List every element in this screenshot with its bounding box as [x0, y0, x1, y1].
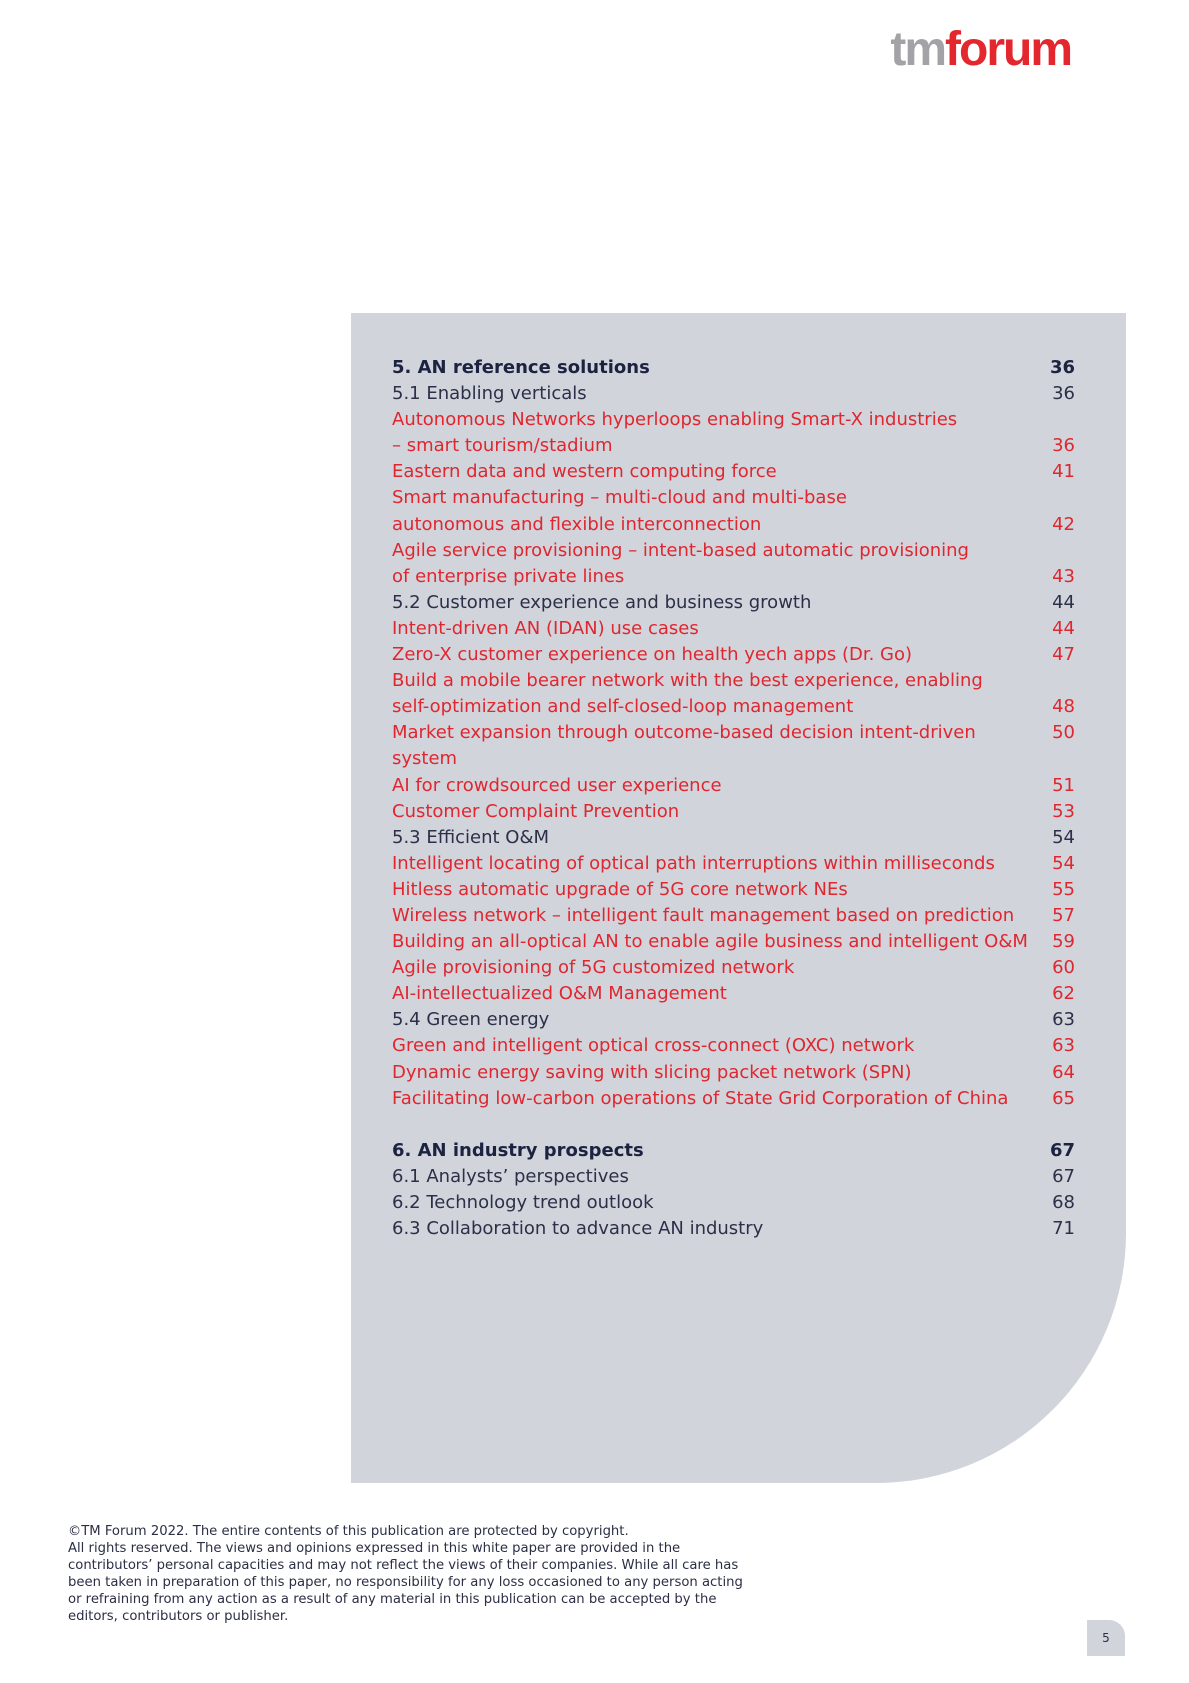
toc-title: Green and intelligent optical cross-connect (OXC) network [392, 1035, 915, 1057]
toc-page: 44 [1052, 617, 1075, 639]
toc-title: Wireless network – intelligent fault management based on prediction [392, 904, 1015, 926]
toc-page: 68 [1052, 1191, 1075, 1213]
toc-title: Hitless automatic upgrade of 5G core network NEs [392, 878, 848, 900]
toc-page: 59 [1052, 931, 1075, 953]
logo-forum: forum [945, 23, 1071, 76]
toc-section-5-2[interactable] [392, 590, 1075, 616]
toc-page: 62 [1052, 983, 1075, 1005]
toc-page: 51 [1052, 774, 1075, 796]
toc-page: 67 [1049, 1139, 1075, 1161]
toc-item[interactable] [392, 616, 1075, 642]
toc-title: 6.1 Analysts’ perspectives [392, 1165, 629, 1187]
toc-item[interactable] [392, 877, 1075, 903]
toc-title: 5.3 Efficient O&M [392, 826, 550, 848]
toc-page: 53 [1052, 800, 1075, 822]
disclaimer-text: All rights reserved. The views and opinions expressed in this white paper are provided in the contributors’ personal capacities and may not reflect the views of their companies. While all care has been taken in preparation of this paper, no responsibility for any loss occasioned to any person acting or refraining from any action as a result of any material in this publication can be accepted by the editors, contributors or publisher. [68, 1541, 743, 1624]
toc-title: Zero-X customer experience on health yech apps (Dr. Go) [392, 644, 913, 666]
toc-title: 5.1 Enabling verticals [392, 383, 587, 405]
toc-item[interactable] [392, 851, 1075, 877]
toc-section-6[interactable] [392, 1138, 1075, 1164]
toc-section-6-2[interactable] [392, 1190, 1075, 1216]
toc-section-6-1[interactable] [392, 1164, 1075, 1190]
toc-page: 63 [1052, 1035, 1075, 1057]
toc-title: 6.2 Technology trend outlook [392, 1191, 654, 1213]
toc-item[interactable] [392, 407, 1075, 459]
toc-spacer [392, 1112, 1075, 1138]
toc-item[interactable] [392, 773, 1075, 799]
toc-section-5-3[interactable] [392, 825, 1075, 851]
toc-title: AI for crowdsourced user experience [392, 774, 722, 796]
copyright-line: ©TM Forum 2022. The entire contents of this publication are protected by copyright. [68, 1524, 629, 1539]
toc-item[interactable] [392, 485, 1075, 537]
toc-title: Building an all-optical AN to enable agile business and intelligent O&M [392, 931, 1028, 953]
toc-page: 36 [1049, 357, 1075, 378]
toc-title: 5. AN reference solutions [392, 357, 650, 378]
toc-page: 41 [1052, 461, 1075, 483]
toc-section-5-4[interactable] [392, 1007, 1075, 1033]
page-number [1087, 1620, 1125, 1656]
toc-page: 44 [1052, 591, 1075, 613]
toc-page: 54 [1052, 852, 1075, 874]
toc-page: 50 [1052, 722, 1075, 744]
toc-title: 6.3 Collaboration to advance AN industry [392, 1218, 764, 1239]
toc-title: Facilitating low-carbon operations of State Grid Corporation of China [392, 1087, 1009, 1109]
toc-page: 63 [1052, 1009, 1075, 1031]
toc-title: Agile service provisioning – intent-based automatic provisioning of enterprise private lines [392, 539, 969, 587]
toc-page: 48 [1052, 696, 1075, 718]
toc-item[interactable] [392, 799, 1075, 825]
toc-title: 5.2 Customer experience and business growth [392, 591, 812, 613]
tmforum-logo [890, 23, 1071, 76]
toc-page: 36 [1052, 383, 1075, 405]
toc-title: Intelligent locating of optical path interruptions within milliseconds [392, 852, 995, 874]
toc-title: Autonomous Networks hyperloops enabling Smart-X industries – smart tourism/stadium [392, 409, 958, 457]
toc-title: Customer Complaint Prevention [392, 800, 680, 822]
toc-item[interactable] [392, 642, 1075, 668]
page-number-label: 5 [1102, 1631, 1110, 1645]
toc-page: 36 [1052, 435, 1075, 457]
toc-title: Agile provisioning of 5G customized network [392, 957, 795, 979]
logo-tm: tm [890, 23, 946, 76]
toc-page: 54 [1052, 826, 1075, 848]
toc-item[interactable] [392, 955, 1075, 981]
toc-page: 67 [1052, 1165, 1075, 1187]
toc-item[interactable] [392, 459, 1075, 485]
toc-page: 43 [1052, 565, 1075, 587]
toc-title: AI-intellectualized O&M Management [392, 983, 727, 1005]
toc-title: 5.4 Green energy [392, 1009, 550, 1031]
toc-item[interactable] [392, 1060, 1075, 1086]
toc-page: 47 [1052, 644, 1075, 666]
toc-item[interactable] [392, 903, 1075, 929]
toc-section-6-3[interactable] [392, 1216, 1075, 1242]
toc-title: Dynamic energy saving with slicing packet network (SPN) [392, 1061, 912, 1083]
toc-page: 57 [1052, 904, 1075, 926]
toc-title: Market expansion through outcome-based decision intent-driven system [392, 722, 976, 770]
toc-page: 60 [1052, 957, 1075, 979]
toc-title: Build a mobile bearer network with the best experience, enabling self-optimization and self-closed-loop management [392, 670, 983, 718]
toc-title: Intent-driven AN (IDAN) use cases [392, 617, 699, 639]
toc-item[interactable] [392, 1033, 1075, 1059]
toc-item[interactable] [392, 668, 1075, 720]
copyright-footer [68, 1523, 758, 1625]
toc-item[interactable] [392, 929, 1075, 955]
table-of-contents [392, 355, 1075, 1242]
toc-item[interactable] [392, 720, 1075, 772]
toc-item[interactable] [392, 1086, 1075, 1112]
toc-page: 55 [1052, 878, 1075, 900]
toc-section-5[interactable] [392, 355, 1075, 381]
toc-title: 6. AN industry prospects [392, 1139, 644, 1161]
toc-item[interactable] [392, 981, 1075, 1007]
toc-page: 42 [1052, 513, 1075, 535]
toc-item[interactable] [392, 538, 1075, 590]
toc-page: 71 [1052, 1218, 1075, 1239]
toc-title: Eastern data and western computing force [392, 461, 777, 483]
toc-title: Smart manufacturing – multi-cloud and multi-base autonomous and flexible interconnection [392, 487, 847, 535]
toc-section-5-1[interactable] [392, 381, 1075, 407]
toc-page: 64 [1052, 1061, 1075, 1083]
toc-page: 65 [1052, 1087, 1075, 1109]
